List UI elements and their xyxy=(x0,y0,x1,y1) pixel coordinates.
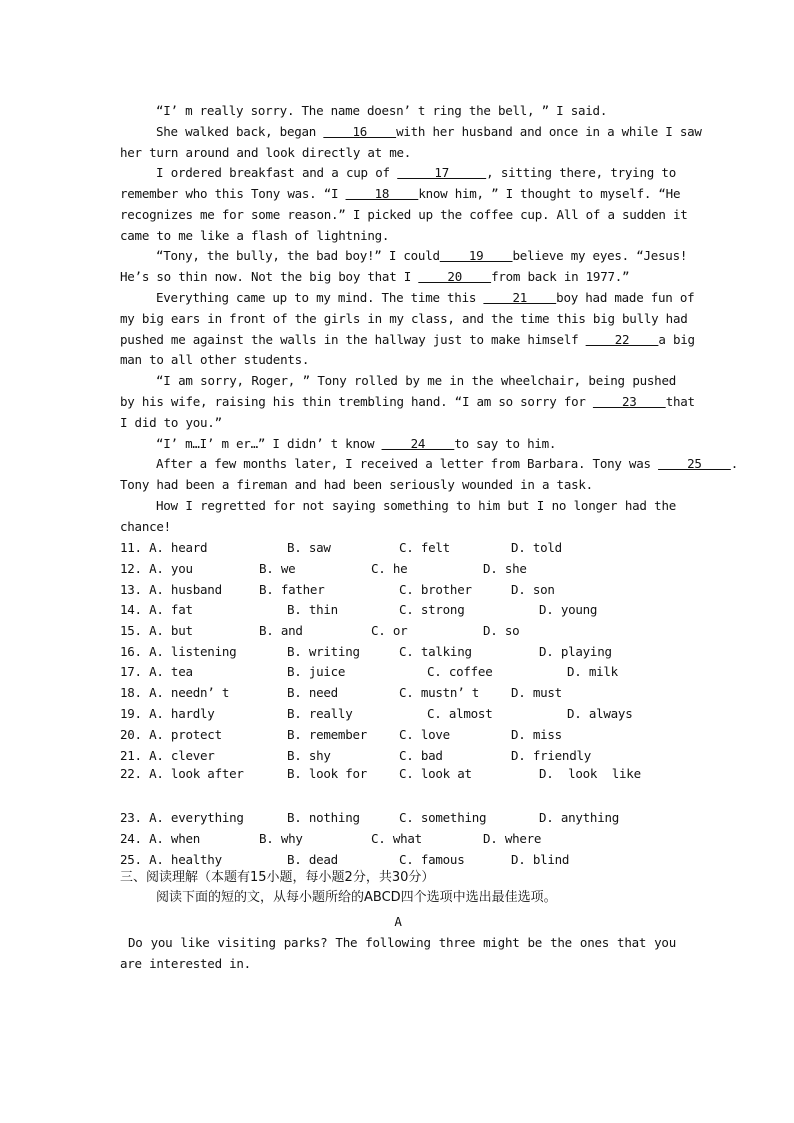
option-b: B. remember xyxy=(287,727,368,742)
option-b: B. dead xyxy=(287,852,338,867)
passage-line: “I’ m…I’ m er…” I didn’ t know 24 to say to him. xyxy=(156,436,557,451)
passage-line: He’s so thin now. Not the big boy that I 20 from back in 1977.” xyxy=(120,269,630,284)
option-d: D. friendly xyxy=(511,748,592,763)
option-b: B. really xyxy=(287,706,353,721)
option-d: D. must xyxy=(511,685,562,700)
blank-17: 17 xyxy=(397,165,487,180)
option-b: B. juice xyxy=(287,664,346,679)
option-c: C. coffee xyxy=(427,664,493,679)
passage-line: Everything came up to my mind. The time this 21 boy had made fun of xyxy=(156,290,695,305)
option-d: D. always xyxy=(567,706,633,721)
option-b: B. father xyxy=(259,582,325,597)
option-d: D. so xyxy=(483,623,520,638)
passage-line: man to all other students. xyxy=(120,352,310,367)
option-a: 19. A. hardly xyxy=(120,706,215,721)
passage-line: “I’ m really sorry. The name doesn’ t ring the bell, ” I said. xyxy=(156,103,608,118)
option-c: C. something xyxy=(399,810,487,825)
option-c: C. almost xyxy=(427,706,493,721)
passage-line: recognizes me for some reason.” I picked up the coffee cup. All of a sudden it xyxy=(120,207,688,222)
option-a: 23. A. everything xyxy=(120,810,244,825)
option-d: D. anything xyxy=(539,810,620,825)
option-c: C. mustn’ t xyxy=(399,685,480,700)
blank-20: 20 xyxy=(418,269,492,284)
passage-line: chance! xyxy=(120,519,171,534)
option-b: B. nothing xyxy=(287,810,360,825)
passage-line: came to me like a flash of lightning. xyxy=(120,228,390,243)
option-a: 22. A. look after xyxy=(120,766,244,781)
blank-16: 16 xyxy=(323,124,397,139)
blank-18: 18 xyxy=(345,186,419,201)
option-d: D. playing xyxy=(539,644,612,659)
option-a: 12. A. you xyxy=(120,561,193,576)
option-a: 24. A. when xyxy=(120,831,201,846)
option-a: 15. A. but xyxy=(120,623,193,638)
intro-line: are interested in. xyxy=(120,956,251,971)
option-c: C. strong xyxy=(399,602,465,617)
option-a: 25. A. healthy xyxy=(120,852,222,867)
passage-line: remember who this Tony was. “I 18 know him, ” I thought to myself. “He xyxy=(120,186,681,201)
option-a: 21. A. clever xyxy=(120,748,215,763)
blank-19: 19 xyxy=(439,248,513,263)
passage-line: “I am sorry, Roger, ” Tony rolled by me in the wheelchair, being pushed xyxy=(156,373,676,388)
option-c: C. bad xyxy=(399,748,443,763)
passage-line: by his wife, raising his thin trembling hand. “I am so sorry for 23 that xyxy=(120,394,695,409)
passage-line: Tony had been a fireman and had been seriously wounded in a task. xyxy=(120,477,593,492)
option-a: 18. A. needn’ t xyxy=(120,685,230,700)
option-b: B. writing xyxy=(287,644,360,659)
blank-25: 25 xyxy=(658,456,731,471)
option-b: B. shy xyxy=(287,748,331,763)
option-b: B. thin xyxy=(287,602,338,617)
part-label: A xyxy=(394,914,402,929)
option-c: C. famous xyxy=(399,852,465,867)
option-d: D. where xyxy=(483,831,542,846)
section-heading: 三、阅读理解（本题有15小题，每小题2分，共30分） xyxy=(120,870,435,885)
option-b: B. saw xyxy=(287,540,331,555)
option-d: D. miss xyxy=(511,727,562,742)
option-c: C. he xyxy=(371,561,408,576)
blank-21: 21 xyxy=(483,290,557,305)
blank-23: 23 xyxy=(592,394,666,409)
option-a: 16. A. listening xyxy=(120,644,237,659)
option-b: B. why xyxy=(259,831,303,846)
option-a: 14. A. fat xyxy=(120,602,193,617)
option-c: C. brother xyxy=(399,582,472,597)
passage-line: She walked back, began 16 with her husband and once in a while I saw xyxy=(156,124,702,139)
passage-line: my big ears in front of the girls in my class, and the time this big bully had xyxy=(120,311,688,326)
option-a: 17. A. tea xyxy=(120,664,193,679)
passage-line: After a few months later, I received a letter from Barbara. Tony was 25 . xyxy=(156,456,739,471)
option-d: D. told xyxy=(511,540,562,555)
blank-22: 22 xyxy=(585,332,659,347)
option-d: D. blind xyxy=(511,852,570,867)
option-d: D. young xyxy=(539,602,598,617)
option-b: B. we xyxy=(259,561,296,576)
option-c: C. talking xyxy=(399,644,472,659)
option-b: B. and xyxy=(259,623,303,638)
section-instruction: 阅读下面的短的文，从每小题所给的ABCD四个选项中选出最佳选项。 xyxy=(156,890,557,905)
option-c: C. look at xyxy=(399,766,472,781)
option-d: D. son xyxy=(511,582,555,597)
passage-line: How I regretted for not saying something to him but I no longer had the xyxy=(156,498,676,513)
option-d: D. milk xyxy=(567,664,618,679)
option-c: C. what xyxy=(371,831,422,846)
option-b: B. need xyxy=(287,685,338,700)
option-d: D. she xyxy=(483,561,527,576)
option-d: D. look like xyxy=(539,766,641,781)
passage-line: pushed me against the walls in the hallway just to make himself 22 a big xyxy=(120,332,695,347)
option-a: 13. A. husband xyxy=(120,582,222,597)
option-c: C. or xyxy=(371,623,408,638)
passage-line: “Tony, the bully, the bad boy!” I could 19 believe my eyes. “Jesus! xyxy=(156,248,688,263)
passage-line: her turn around and look directly at me. xyxy=(120,145,412,160)
option-c: C. love xyxy=(399,727,450,742)
intro-line: Do you like visiting parks? The following three might be the ones that you xyxy=(120,935,676,950)
option-c: C. felt xyxy=(399,540,450,555)
option-a: 20. A. protect xyxy=(120,727,222,742)
blank-24: 24 xyxy=(381,436,455,451)
option-a: 11. A. heard xyxy=(120,540,208,555)
option-b: B. look for xyxy=(287,766,368,781)
passage-line: I ordered breakfast and a cup of 17 , sitting there, trying to xyxy=(156,165,676,180)
passage-line: I did to you.” xyxy=(120,415,222,430)
